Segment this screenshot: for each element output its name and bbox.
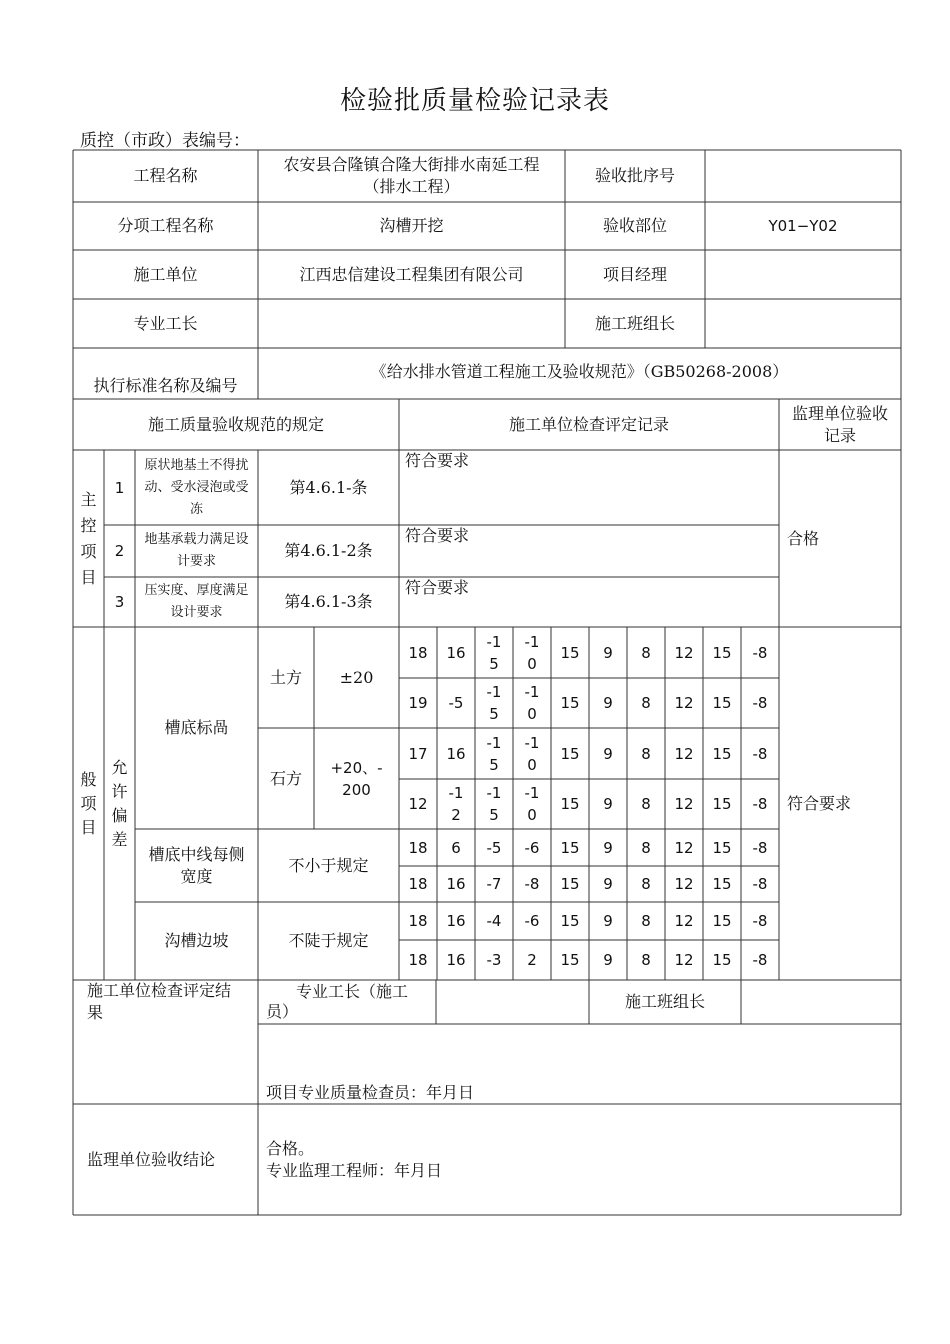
main-items-label-char: 主 xyxy=(80,489,97,509)
main-item-desc xyxy=(135,577,258,627)
width-label-line2: 宽度 xyxy=(180,866,213,886)
measurement-cell: 9 xyxy=(603,875,613,893)
measurement-cell: -8 xyxy=(752,643,768,662)
standard-value: 《给水排水管道工程施工及验收规范》（GB50268-2008） xyxy=(370,361,789,381)
spec-header: 施工质量验收规范的规定 xyxy=(147,414,324,434)
main-items-label-char: 项 xyxy=(80,541,97,561)
measurement-cell: -1 5 xyxy=(486,784,502,824)
measurement-cell: -6 xyxy=(524,838,540,857)
earth-label: 土方 xyxy=(269,667,302,687)
general-items-label xyxy=(73,627,104,980)
measurement-cell: -1 5 xyxy=(486,733,502,774)
measurement-cell: 15 xyxy=(712,795,732,813)
measurement-cell: 16 xyxy=(446,744,466,763)
measurement-cell: -5 xyxy=(486,838,502,857)
supervisor-conclusion-label: 监理单位验收结论 xyxy=(87,1149,216,1169)
measurement-cell: 16 xyxy=(446,912,466,930)
measurement-cell: -8 xyxy=(752,838,768,857)
measurement-cell: -8 xyxy=(752,875,768,893)
main-item-desc-line: 原状地基土不得扰 xyxy=(144,457,249,473)
main-item-desc-line: 计要求 xyxy=(176,554,216,569)
measurement-cell: 15 xyxy=(712,744,732,763)
measurement-cell: -8 xyxy=(752,912,768,930)
measurement-cell: 8 xyxy=(641,912,651,930)
foreman-value xyxy=(258,299,565,348)
measurement-cell: 16 xyxy=(446,875,466,893)
measurement-cell: 9 xyxy=(603,643,613,662)
main-item-desc-line: 冻 xyxy=(189,501,203,517)
main-item-clause: 第4.6.1-2条 xyxy=(284,541,373,560)
measurement-cell: 15 xyxy=(560,838,580,857)
measurement-cell: 15 xyxy=(712,838,732,857)
contractor-label: 施工单位 xyxy=(133,264,198,284)
measurement-cell: 15 xyxy=(712,694,732,712)
standard-label: 执行标准名称及编号 xyxy=(93,376,238,395)
measurement-cell: 12 xyxy=(674,744,694,763)
foreman-label: 专业工长 xyxy=(133,313,198,333)
measurement-cell: 6 xyxy=(451,838,461,857)
footer-foreman-label-line2: 员） xyxy=(266,1002,299,1021)
project-name-line2: （排水工程） xyxy=(363,177,460,196)
main-items-label-char: 控 xyxy=(80,515,97,535)
elevation-label: 槽底标咼 xyxy=(164,718,229,737)
measurement-cell: 18 xyxy=(408,643,428,662)
measurement-cell: 12 xyxy=(674,838,694,857)
slope-tolerance: 不陡于规定 xyxy=(288,931,369,950)
measurement-cell: -8 xyxy=(524,875,540,893)
measurement-cell: -3 xyxy=(486,951,502,969)
measurement-cell: 18 xyxy=(408,875,428,893)
project-name-label: 工程名称 xyxy=(133,166,198,185)
batch-no-value xyxy=(705,150,901,202)
main-item-no: 3 xyxy=(114,593,125,611)
measurement-cell: 2 xyxy=(527,951,537,969)
measurement-cell: 8 xyxy=(641,744,651,763)
main-item-desc-line: 动、受水浸泡或受 xyxy=(144,479,249,495)
measurement-cell: 15 xyxy=(712,643,732,662)
measurement-cell: 15 xyxy=(560,912,580,930)
measurement-cell: 15 xyxy=(560,643,580,662)
main-item-record: 符合要求 xyxy=(405,451,470,470)
general-items-label-char: 目 xyxy=(80,817,97,837)
width-label-line1: 槽底中线每侧 xyxy=(148,844,245,864)
measurement-cell: 8 xyxy=(641,875,651,893)
measurement-cell: -8 xyxy=(752,795,768,813)
measurement-cell: 9 xyxy=(603,951,613,969)
sub-project-value: 沟槽开挖 xyxy=(379,216,444,235)
pm-value xyxy=(705,250,901,299)
sub-project-label: 分项工程名称 xyxy=(117,216,214,235)
measurement-cell: -1 0 xyxy=(524,784,540,824)
page-title: 检验批质量检验记录表 xyxy=(339,86,610,116)
measurement-cell: 9 xyxy=(603,694,613,712)
allow-deviation-label-char: 许 xyxy=(111,781,128,801)
main-item-desc-line: 压实度、厚度满足 xyxy=(144,583,249,598)
measurement-cell: 15 xyxy=(560,951,580,969)
supervisor-record-header-line2: 记录 xyxy=(823,425,856,445)
measurement-cell: 18 xyxy=(408,951,428,969)
batch-no-label: 验收批序号 xyxy=(594,166,675,185)
measurement-cell: -8 xyxy=(752,694,768,712)
measurement-cell: 9 xyxy=(603,838,613,857)
width-tolerance: 不小于规定 xyxy=(288,855,369,875)
form-code-label: 质控（市政）表编号： xyxy=(80,131,250,151)
contractor-result-label-line2: 果 xyxy=(87,1003,104,1022)
measurement-cell: -1 2 xyxy=(448,784,464,824)
measurement-cell: -6 xyxy=(524,912,540,930)
measurement-cell: 15 xyxy=(560,875,580,893)
part-value: Y01−Y02 xyxy=(768,217,838,235)
earth-tolerance: ±20 xyxy=(339,667,374,687)
general-items-label-char: 项 xyxy=(80,793,97,813)
measurement-cell: 18 xyxy=(408,838,428,857)
measurement-cell: 17 xyxy=(408,744,428,763)
rock-tolerance xyxy=(314,728,399,829)
measurement-cell: -8 xyxy=(752,951,768,969)
measurement-cell: -1 5 xyxy=(486,632,502,673)
main-item-no: 2 xyxy=(114,542,125,560)
main-items-label xyxy=(73,450,104,627)
rock-label: 石方 xyxy=(269,768,302,788)
supervisor-record-header-line1: 监理单位验收 xyxy=(791,403,888,423)
supervisor-conclusion-line1: 合格。 xyxy=(266,1139,315,1158)
team-leader-label: 施工班组长 xyxy=(594,313,675,333)
measurement-cell: 16 xyxy=(446,951,466,969)
rock-tolerance-line2: 200 xyxy=(342,780,371,799)
measurement-cell: 12 xyxy=(674,912,694,930)
measurement-cell: 19 xyxy=(408,694,428,712)
measurement-cell: 15 xyxy=(712,912,732,930)
main-item-desc-line: 设计要求 xyxy=(170,605,223,620)
measurement-cell: 9 xyxy=(603,744,613,763)
measurement-cell: 12 xyxy=(674,643,694,662)
main-item-clause: 第4.6.1-3条 xyxy=(284,592,373,611)
measurement-cell: 18 xyxy=(408,912,428,930)
measurement-cell: 8 xyxy=(641,838,651,857)
main-item-desc-line: 地基承载力满足设 xyxy=(144,532,249,547)
measurement-cell: 8 xyxy=(641,951,651,969)
measurement-cell: 15 xyxy=(712,875,732,893)
measurement-cell: 16 xyxy=(446,643,466,662)
footer-foreman-label-line1: 专业工长（施工 xyxy=(296,982,409,1001)
measurement-cell: -8 xyxy=(752,744,768,763)
measurement-cell: 9 xyxy=(603,795,613,813)
part-label: 验收部位 xyxy=(602,216,667,235)
allow-deviation-label-char: 允 xyxy=(111,757,128,777)
main-item-desc xyxy=(135,450,258,525)
measurement-cell: 12 xyxy=(674,875,694,893)
measurement-cell: -1 0 xyxy=(524,632,540,673)
measurement-cell: 12 xyxy=(674,951,694,969)
main-supervisor-result: 合格 xyxy=(787,528,820,548)
inspector-line: 项目专业质量检查员：年月日 xyxy=(266,1083,475,1102)
measurement-cell: 15 xyxy=(712,951,732,969)
measurement-cell: 8 xyxy=(641,694,651,712)
supervisor-conclusion-line2: 专业监理工程师：年月日 xyxy=(266,1161,443,1180)
supervisor-conclusion xyxy=(258,1104,901,1215)
allow-deviation-label-char: 差 xyxy=(111,829,128,849)
measurement-cell: -1 0 xyxy=(524,733,540,774)
general-supervisor-result: 符合要求 xyxy=(787,793,852,813)
measurement-cell: 8 xyxy=(641,795,651,813)
measurement-cell: 12 xyxy=(674,694,694,712)
rock-tolerance-line1: +20、- xyxy=(330,758,383,777)
measurement-cell: 8 xyxy=(641,643,651,662)
contractor-result-label-line1: 施工单位检查评定结 xyxy=(87,981,232,1000)
width-label xyxy=(135,829,258,902)
main-item-desc xyxy=(135,525,258,577)
allow-deviation-label xyxy=(104,627,135,980)
measurement-cell: -7 xyxy=(486,875,502,893)
measurement-cell: 12 xyxy=(408,795,428,813)
allow-deviation-label-char: 偏 xyxy=(111,805,128,825)
measurement-cell: -5 xyxy=(448,694,464,712)
main-item-record: 符合要求 xyxy=(405,526,470,545)
measurement-cell: 15 xyxy=(560,795,580,813)
measurement-cell: 15 xyxy=(560,694,580,712)
contractor-result-label xyxy=(73,980,258,1104)
main-item-clause: 第4.6.1-条 xyxy=(289,477,368,497)
main-items-label-char: 目 xyxy=(80,567,97,587)
measurement-cell: -1 5 xyxy=(486,683,502,723)
project-name-value xyxy=(258,150,565,202)
measurement-cell: -1 0 xyxy=(524,683,540,723)
measurement-cell: 9 xyxy=(603,912,613,930)
footer-team-leader-label: 施工班组长 xyxy=(624,992,705,1011)
measurement-cell: -4 xyxy=(486,912,502,930)
main-item-record: 符合要求 xyxy=(405,578,470,597)
main-item-no: 1 xyxy=(114,478,125,497)
team-leader-value xyxy=(705,299,901,348)
supervisor-record-header xyxy=(779,399,901,450)
contractor-record-header: 施工单位检查评定记录 xyxy=(508,414,669,434)
contractor-value: 江西忠信建设工程集团有限公司 xyxy=(299,264,524,284)
slope-label: 沟槽边坡 xyxy=(164,931,229,950)
measurement-cell: 15 xyxy=(560,744,580,763)
project-name-line1: 农安县合隆镇合隆大街排水南延工程 xyxy=(283,155,540,174)
footer-foreman-label xyxy=(258,980,436,1024)
general-items-label-char: 般 xyxy=(80,769,97,789)
pm-label: 项目经理 xyxy=(602,264,667,284)
measurement-cell: 12 xyxy=(674,795,694,813)
